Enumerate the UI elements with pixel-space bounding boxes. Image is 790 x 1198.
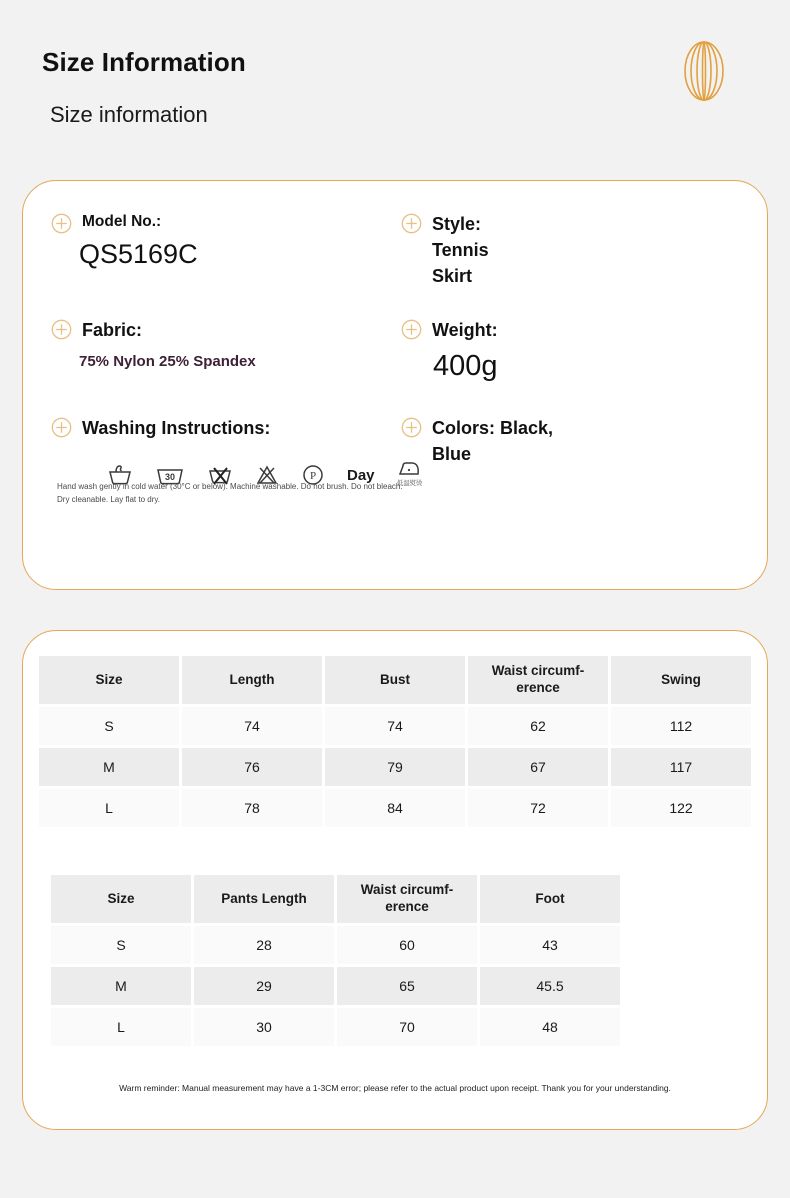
table-cell: 74 [325,707,465,745]
table-header-cell: Size [39,656,179,704]
table-cell: 45.5 [480,967,620,1005]
colors-label: Colors: Black, Blue [432,418,554,465]
warm-reminder-note: Warm reminder: Manual measurement may have a 1-3CM error; please refer to the actual product upon receipt. Thank you for your understanding. [119,1083,671,1093]
svg-text:30: 30 [164,472,176,483]
plus-circle-icon [51,213,72,234]
product-info-card [22,180,768,590]
table-cell: 29 [194,967,334,1005]
table-header-cell: Foot [480,875,620,923]
weight-value: 400g [433,350,498,383]
table-header-row [39,656,751,704]
table-row [51,967,620,1005]
plus-circle-icon [401,417,422,438]
table-cell: 74 [182,707,322,745]
table-header-cell: Waist circumf- erence [337,875,477,923]
table-header-cell: Swing [611,656,751,704]
table-header-cell: Size [51,875,191,923]
care-symbol-area [57,457,423,519]
table-cell: 76 [182,748,322,786]
table-row [39,748,751,786]
table-cell: 70 [337,1008,477,1046]
day-label: Day [347,467,375,485]
table-cell: 72 [468,789,608,827]
size-tables-card [22,630,768,1130]
table-cell: 28 [194,926,334,964]
table-cell: L [39,789,179,827]
table-cell: 112 [611,707,751,745]
page-title: Size Information [42,47,246,77]
table-cell: 84 [325,789,465,827]
plus-circle-icon [401,213,422,234]
fabric-label: Fabric: [82,320,143,341]
table-spacer [23,830,767,872]
table-header-cell: Bust [325,656,465,704]
info-model-no [51,207,401,289]
table-cell: 78 [182,789,322,827]
washing-label: Washing Instructions: [82,418,271,439]
table-cell: 79 [325,748,465,786]
table-cell: 60 [337,926,477,964]
weight-label: Weight: [432,320,498,341]
table-cell: M [51,967,191,1005]
info-fabric [51,289,401,383]
table-row [51,926,620,964]
table-cell: 117 [611,748,751,786]
info-style [401,207,739,289]
table-cell: 65 [337,967,477,1005]
table-cell: L [51,1008,191,1046]
page-header [0,0,790,132]
table-row [39,707,751,745]
page-subtitle: Size information [50,101,208,127]
info-weight [401,289,739,383]
table-cell: M [39,748,179,786]
table-header-cell: Pants Length [194,875,334,923]
size-table-top [36,653,754,830]
table-cell: 48 [480,1008,620,1046]
table-row [39,789,751,827]
info-colors [401,383,739,519]
model-no-value: QS5169C [79,239,198,269]
plus-circle-icon [401,319,422,340]
product-info-grid [51,207,739,519]
iron-caption: 低温熨烫 [396,480,423,488]
table-cell: S [39,707,179,745]
table-cell: 122 [611,789,751,827]
table-row [51,1008,620,1046]
plus-circle-icon [51,319,72,340]
washing-instructions-text: Hand wash gently in cold water (30°C or below). Machine washable. Do not brush. Do not bleach. Dry cleanable. Lay flat to dry. [57,482,403,504]
plus-circle-icon [51,417,72,438]
table-cell: 30 [194,1008,334,1046]
svg-text:P: P [309,470,317,483]
size-table-bottom [48,872,623,1049]
table-header-cell: Length [182,656,322,704]
model-no-label: Model No.: [82,213,162,230]
table-cell: 67 [468,748,608,786]
table-cell: S [51,926,191,964]
table-cell: 62 [468,707,608,745]
table-header-row [51,875,620,923]
table-cell: 43 [480,926,620,964]
brand-rings-icon [676,38,732,104]
table-header-cell: Waist circumf- erence [468,656,608,704]
style-label: Style: Tennis Skirt [432,214,489,287]
fabric-value: 75% Nylon 25% Spandex [79,353,256,371]
info-washing [51,383,423,519]
